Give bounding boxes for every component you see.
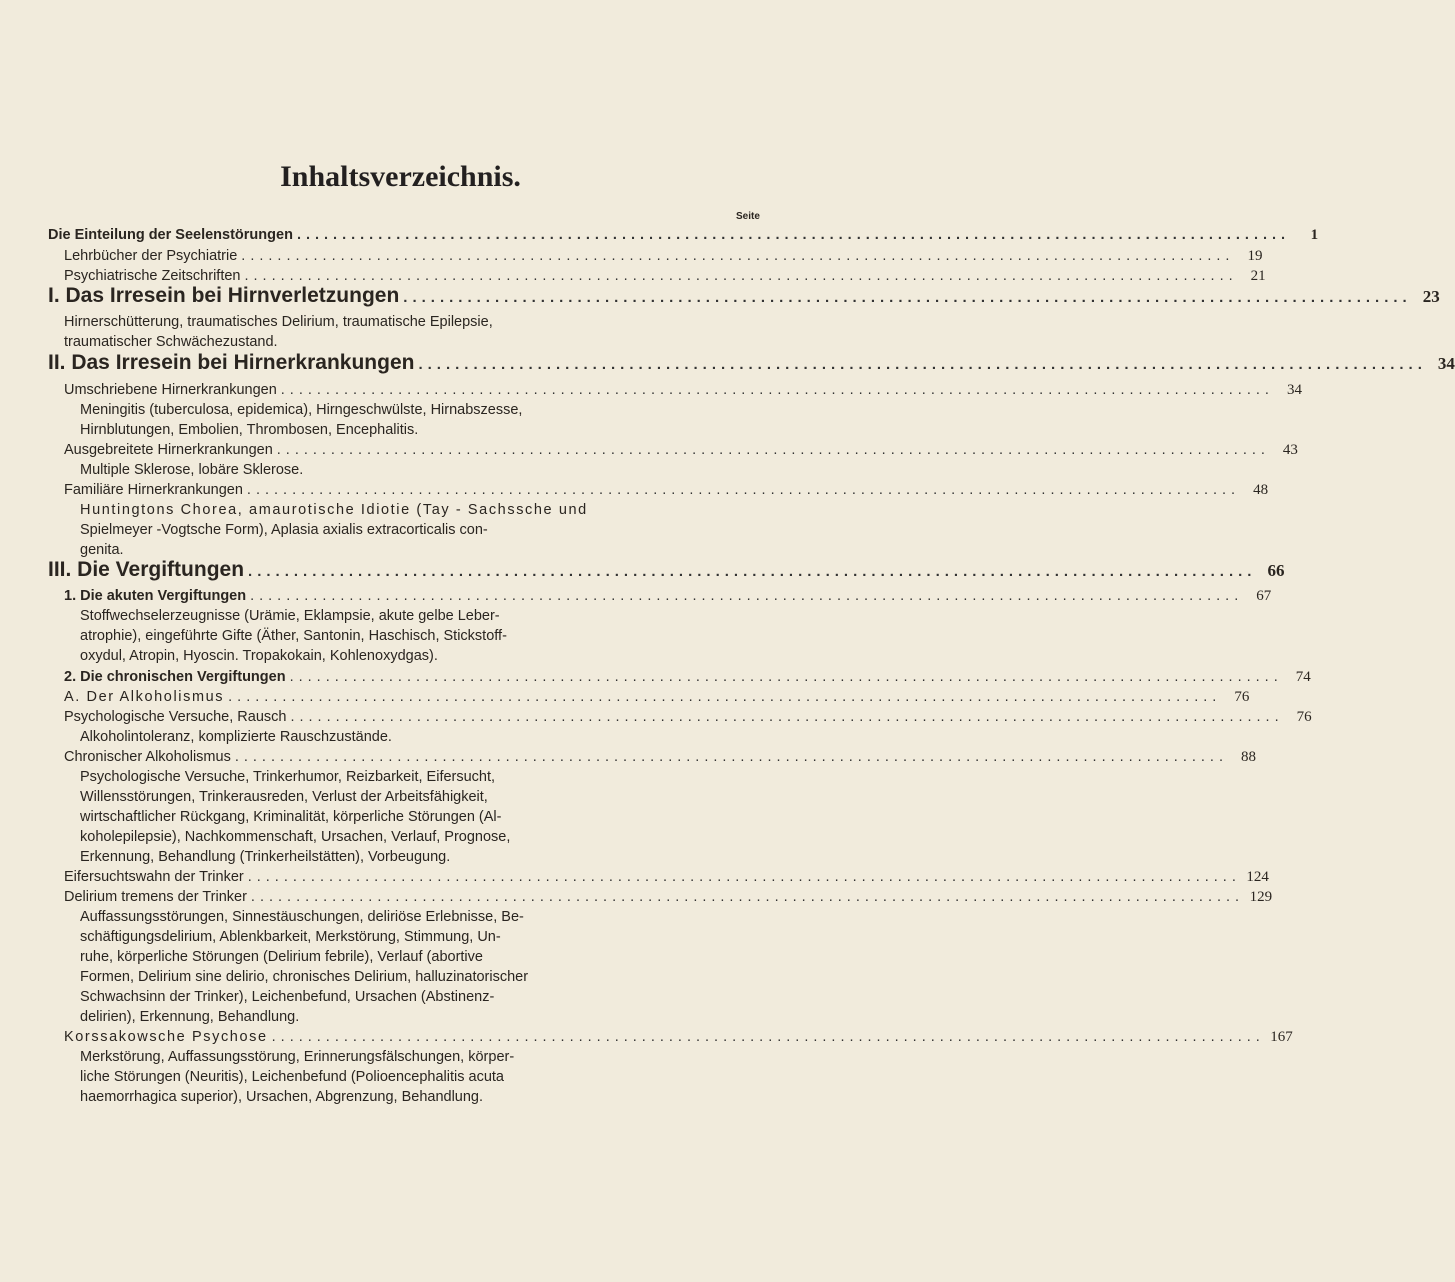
toc-entry-label: Delirium tremens der Trinker bbox=[64, 889, 247, 905]
toc-entry bbox=[64, 709, 1312, 726]
toc-description: genita. bbox=[80, 542, 124, 558]
leader-dots: .............................................................................................................. bbox=[418, 356, 1427, 373]
toc-entry-page: 34 bbox=[1286, 382, 1302, 398]
toc-chapter bbox=[48, 558, 1285, 582]
toc-entry-page: 67 bbox=[1256, 588, 1272, 604]
toc-entry-label: Eifersuchtswahn der Trinker bbox=[64, 869, 244, 885]
toc-description: Hirnblutungen, Embolien, Thrombosen, Encephalitis. bbox=[80, 422, 419, 438]
toc-entry-label: Psychologische Versuche, Rausch bbox=[64, 709, 287, 725]
leader-dots: .............................................................................................................. bbox=[234, 749, 1228, 765]
leader-dots: .............................................................................................................. bbox=[244, 268, 1238, 284]
toc-entry-page: 74 bbox=[1295, 669, 1311, 685]
leader-dots: .............................................................................................................. bbox=[296, 227, 1291, 243]
toc-chapter-page: 66 bbox=[1267, 561, 1285, 580]
toc-entry-page: 167 bbox=[1270, 1029, 1293, 1045]
toc-entry-page: 124 bbox=[1246, 869, 1269, 885]
leader-dots: .............................................................................................................. bbox=[246, 482, 1241, 498]
toc-description: Erkennung, Behandlung (Trinkerheilstätten), Vorbeugung. bbox=[80, 849, 451, 865]
toc-description: Merkstörung, Auffassungsstörung, Erinnerungsfälschungen, körper- bbox=[80, 1049, 515, 1065]
toc-entry-page: 76 bbox=[1234, 689, 1250, 705]
toc-entry-label: 2. Die chronischen Vergiftungen bbox=[64, 669, 286, 685]
toc-entry-page: 43 bbox=[1282, 442, 1298, 458]
page-title: Inhaltsverzeichnis. bbox=[280, 160, 521, 193]
leader-dots: .............................................................................................................. bbox=[271, 1029, 1265, 1045]
toc-description: Formen, Delirium sine delirio, chronisches Delirium, halluzinatorischer bbox=[80, 969, 529, 985]
toc-entry-label: Psychiatrische Zeitschriften bbox=[64, 268, 241, 284]
toc-entry-page: 19 bbox=[1247, 248, 1263, 264]
toc-entry bbox=[64, 749, 1256, 766]
toc-chapter bbox=[48, 284, 1440, 308]
leader-dots: .............................................................................................................. bbox=[280, 382, 1274, 398]
toc-entry-label: Umschriebene Hirnerkrankungen bbox=[64, 382, 277, 398]
toc-description: Stoffwechselerzeugnisse (Urämie, Eklampsie, akute gelbe Leber- bbox=[80, 608, 500, 624]
toc-entry bbox=[64, 382, 1302, 399]
leader-dots: .............................................................................................................. bbox=[241, 248, 1235, 264]
toc-entry-page: 1 bbox=[1310, 227, 1319, 243]
toc-description: Multiple Sklerose, lobäre Sklerose. bbox=[80, 462, 304, 478]
toc-chapter-page: 23 bbox=[1422, 287, 1440, 306]
toc-entry bbox=[64, 689, 1250, 706]
leader-dots: .............................................................................................................. bbox=[250, 588, 1244, 604]
toc-entry-label: Chronischer Alkoholismus bbox=[64, 749, 231, 765]
toc-description: wirtschaftlicher Rückgang, Kriminalität, körperliche Störungen (Al- bbox=[80, 809, 502, 825]
toc-entry bbox=[48, 227, 1319, 244]
toc-description: Spielmeyer -Vogtsche Form), Aplasia axialis extracorticalis con- bbox=[80, 522, 488, 538]
toc-entry-page: 48 bbox=[1253, 482, 1269, 498]
toc-entry-page: 21 bbox=[1250, 268, 1266, 284]
toc-description: haemorrhagica superior), Ursachen, Abgrenzung, Behandlung. bbox=[80, 1089, 484, 1105]
toc-entry-page: 129 bbox=[1249, 889, 1273, 905]
toc-description: Psychologische Versuche, Trinkerhumor, Reizbarkeit, Eifersucht, bbox=[80, 769, 496, 785]
toc-description: schäftigungsdelirium, Ablenkbarkeit, Merkstörung, Stimmung, Un- bbox=[80, 929, 501, 945]
leader-dots: .............................................................................................................. bbox=[290, 709, 1284, 725]
leader-dots: .............................................................................................................. bbox=[248, 563, 1257, 580]
toc-description: traumatischer Schwächezustand. bbox=[64, 334, 278, 350]
leader-dots: .............................................................................................................. bbox=[289, 669, 1283, 685]
toc-description: Meningitis (tuberculosa, epidemica), Hirngeschwülste, Hirnabszesse, bbox=[80, 402, 523, 418]
toc-entry-label: 1. Die akuten Vergiftungen bbox=[64, 588, 247, 604]
toc-description: Hirnerschütterung, traumatisches Delirium, traumatische Epilepsie, bbox=[64, 314, 493, 330]
toc-entry-label: Korssakowsche Psychose bbox=[64, 1029, 268, 1045]
leader-dots: .............................................................................................................. bbox=[228, 689, 1222, 705]
leader-dots: .............................................................................................................. bbox=[276, 442, 1270, 458]
toc-description: Alkoholintoleranz, komplizierte Rauschzustände. bbox=[80, 729, 392, 745]
toc-entry-label: A. Der Alkoholismus bbox=[64, 689, 225, 705]
toc-chapter-page: 34 bbox=[1437, 354, 1455, 373]
toc-description: delirien), Erkennung, Behandlung. bbox=[80, 1009, 300, 1025]
toc-entry bbox=[64, 669, 1311, 686]
toc-description: ruhe, körperliche Störungen (Delirium febrile), Verlauf (abortive bbox=[80, 949, 483, 965]
toc-description: atrophie), eingeführte Gifte (Äther, Santonin, Haschisch, Stickstoff- bbox=[80, 628, 507, 644]
toc-entry bbox=[64, 588, 1272, 605]
toc-description: Auffassungsstörungen, Sinnestäuschungen, deliriöse Erlebnisse, Be- bbox=[80, 909, 524, 925]
toc-entry bbox=[64, 482, 1269, 499]
toc-entry-page: 76 bbox=[1296, 709, 1312, 725]
toc-entry bbox=[64, 248, 1263, 265]
toc-chapter bbox=[48, 351, 1455, 375]
toc-chapter-label: II. Das Irresein bei Hirnerkrankungen bbox=[48, 351, 415, 374]
toc-description: Huntingtons Chorea, amaurotische Idiotie (Tay - Sachssche und bbox=[80, 502, 588, 518]
toc-description: koholepilepsie), Nachkommenschaft, Ursachen, Verlauf, Prognose, bbox=[80, 829, 511, 845]
toc-entry bbox=[64, 268, 1266, 285]
toc-entry bbox=[64, 1029, 1293, 1046]
toc-description: liche Störungen (Neuritis), Leichenbefund (Polioencephalitis acuta bbox=[80, 1069, 504, 1085]
toc-entry-label: Lehrbücher der Psychiatrie bbox=[64, 248, 238, 264]
toc-entry bbox=[64, 442, 1298, 459]
toc-entry-label: Familiäre Hirnerkrankungen bbox=[64, 482, 243, 498]
toc-entry bbox=[64, 869, 1269, 886]
toc-entry-page: 88 bbox=[1240, 749, 1256, 765]
leader-dots: .............................................................................................................. bbox=[403, 289, 1412, 306]
toc-description: Willensstörungen, Trinkerausreden, Verlust der Arbeitsfähigkeit, bbox=[80, 789, 488, 805]
page-column-header: Seite bbox=[736, 211, 760, 222]
toc-entry-label: Ausgebreitete Hirnerkrankungen bbox=[64, 442, 273, 458]
toc-chapter-label: III. Die Vergiftungen bbox=[48, 558, 245, 581]
toc-description: Schwachsinn der Trinker), Leichenbefund, Ursachen (Abstinenz- bbox=[80, 989, 495, 1005]
leader-dots: .............................................................................................................. bbox=[247, 869, 1241, 885]
toc-entry bbox=[64, 889, 1273, 906]
toc-description: oxydul, Atropin, Hyoscin. Tropakokain, Kohlenoxydgas). bbox=[80, 648, 438, 664]
toc-chapter-label: I. Das Irresein bei Hirnverletzungen bbox=[48, 284, 400, 307]
toc-entry-label: Die Einteilung der Seelenstörungen bbox=[48, 227, 293, 243]
leader-dots: .............................................................................................................. bbox=[250, 889, 1245, 905]
